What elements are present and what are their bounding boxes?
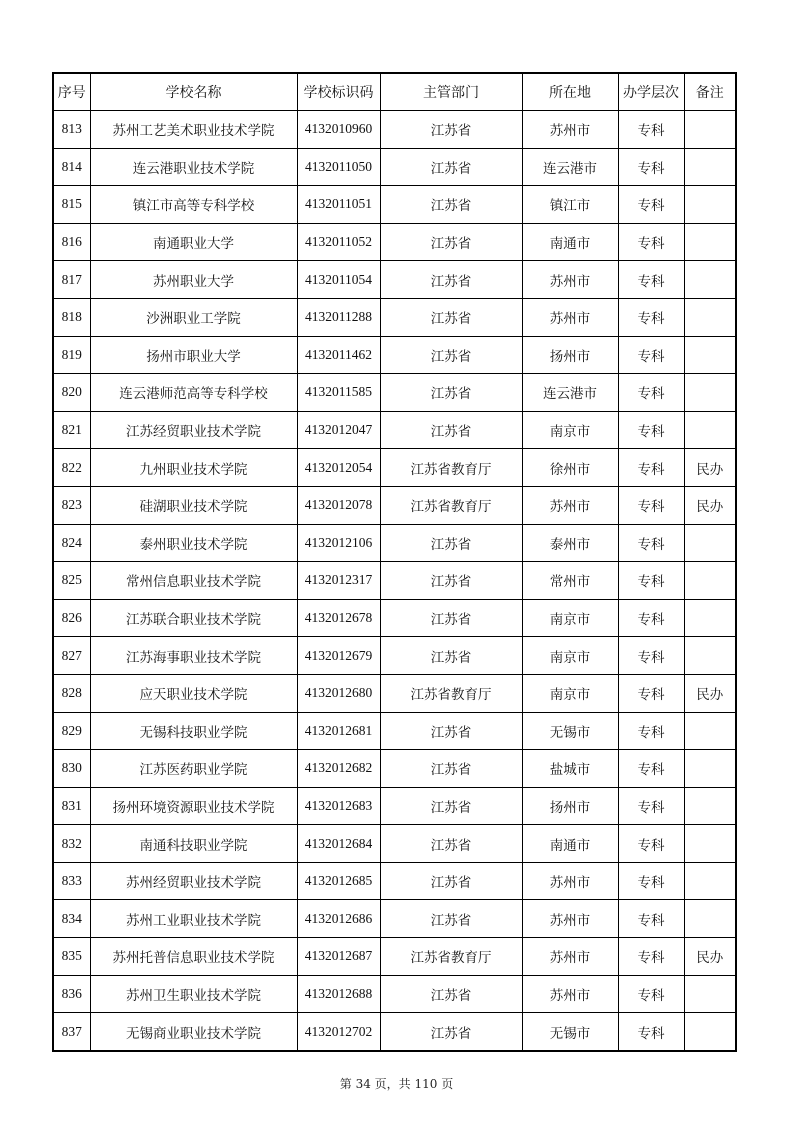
cell-level: 专科 — [618, 148, 684, 186]
cell-school-code: 4132012106 — [297, 524, 380, 562]
cell-index: 833 — [53, 862, 90, 900]
cell-school-code: 4132010960 — [297, 111, 380, 149]
cell-school-name: 江苏联合职业技术学院 — [90, 599, 297, 637]
cell-school-code: 4132012680 — [297, 674, 380, 712]
cell-remarks — [684, 562, 736, 600]
table-row — [53, 223, 736, 261]
cell-location: 苏州市 — [522, 862, 618, 900]
cell-authority: 江苏省教育厅 — [380, 486, 522, 524]
table-row — [53, 750, 736, 788]
cell-school-name: 南通科技职业学院 — [90, 825, 297, 863]
cell-school-name: 江苏海事职业技术学院 — [90, 637, 297, 675]
cell-school-code: 4132011288 — [297, 298, 380, 336]
cell-remarks — [684, 336, 736, 374]
table-row — [53, 148, 736, 186]
cell-index: 827 — [53, 637, 90, 675]
table-row — [53, 637, 736, 675]
table-body — [53, 111, 736, 1051]
cell-authority: 江苏省 — [380, 186, 522, 224]
cell-authority: 江苏省 — [380, 298, 522, 336]
cell-location: 苏州市 — [522, 111, 618, 149]
cell-level: 专科 — [618, 524, 684, 562]
cell-authority: 江苏省 — [380, 750, 522, 788]
cell-school-name: 应天职业技术学院 — [90, 674, 297, 712]
cell-level: 专科 — [618, 562, 684, 600]
cell-remarks — [684, 186, 736, 224]
cell-index: 818 — [53, 298, 90, 336]
cell-level: 专科 — [618, 975, 684, 1013]
cell-school-code: 4132012685 — [297, 862, 380, 900]
cell-school-code: 4132012678 — [297, 599, 380, 637]
table-row — [53, 186, 736, 224]
cell-school-code: 4132012047 — [297, 411, 380, 449]
cell-level: 专科 — [618, 411, 684, 449]
cell-remarks — [684, 223, 736, 261]
cell-remarks — [684, 374, 736, 412]
cell-location: 扬州市 — [522, 336, 618, 374]
cell-school-name: 扬州市职业大学 — [90, 336, 297, 374]
table-row — [53, 900, 736, 938]
cell-remarks: 民办 — [684, 486, 736, 524]
cell-level: 专科 — [618, 599, 684, 637]
cell-school-name: 苏州工业职业技术学院 — [90, 900, 297, 938]
table-row — [53, 975, 736, 1013]
cell-index: 831 — [53, 787, 90, 825]
cell-remarks — [684, 787, 736, 825]
cell-school-code: 4132012683 — [297, 787, 380, 825]
table-row — [53, 712, 736, 750]
header-row — [53, 73, 736, 111]
cell-authority: 江苏省 — [380, 712, 522, 750]
cell-school-name: 九州职业技术学院 — [90, 449, 297, 487]
table-row — [53, 862, 736, 900]
cell-school-name: 硅湖职业技术学院 — [90, 486, 297, 524]
cell-location: 盐城市 — [522, 750, 618, 788]
cell-index: 825 — [53, 562, 90, 600]
table-row — [53, 486, 736, 524]
cell-school-code: 4132012682 — [297, 750, 380, 788]
cell-location: 苏州市 — [522, 298, 618, 336]
cell-level: 专科 — [618, 825, 684, 863]
table-row — [53, 787, 736, 825]
cell-index: 820 — [53, 374, 90, 412]
cell-index: 836 — [53, 975, 90, 1013]
cell-index: 819 — [53, 336, 90, 374]
cell-authority: 江苏省 — [380, 261, 522, 299]
cell-level: 专科 — [618, 374, 684, 412]
cell-school-name: 苏州托普信息职业技术学院 — [90, 938, 297, 976]
cell-school-name: 南通职业大学 — [90, 223, 297, 261]
cell-school-code: 4132011051 — [297, 186, 380, 224]
cell-remarks: 民办 — [684, 938, 736, 976]
cell-level: 专科 — [618, 186, 684, 224]
cell-remarks — [684, 712, 736, 750]
col-header-remarks: 备注 — [684, 73, 736, 111]
cell-index: 830 — [53, 750, 90, 788]
cell-school-code: 4132012317 — [297, 562, 380, 600]
cell-level: 专科 — [618, 223, 684, 261]
table-row — [53, 449, 736, 487]
cell-index: 829 — [53, 712, 90, 750]
cell-level: 专科 — [618, 938, 684, 976]
cell-school-name: 连云港师范高等专科学校 — [90, 374, 297, 412]
cell-location: 苏州市 — [522, 261, 618, 299]
cell-school-code: 4132012681 — [297, 712, 380, 750]
cell-remarks — [684, 975, 736, 1013]
cell-index: 813 — [53, 111, 90, 149]
cell-index: 822 — [53, 449, 90, 487]
table-row — [53, 938, 736, 976]
cell-school-code: 4132011054 — [297, 261, 380, 299]
cell-authority: 江苏省 — [380, 1013, 522, 1051]
cell-remarks — [684, 261, 736, 299]
cell-level: 专科 — [618, 336, 684, 374]
cell-location: 连云港市 — [522, 374, 618, 412]
cell-authority: 江苏省 — [380, 637, 522, 675]
cell-school-name: 苏州卫生职业技术学院 — [90, 975, 297, 1013]
cell-remarks — [684, 148, 736, 186]
cell-school-code: 4132012679 — [297, 637, 380, 675]
cell-school-name: 泰州职业技术学院 — [90, 524, 297, 562]
cell-level: 专科 — [618, 261, 684, 299]
cell-remarks: 民办 — [684, 674, 736, 712]
cell-level: 专科 — [618, 750, 684, 788]
cell-location: 南通市 — [522, 223, 618, 261]
cell-location: 苏州市 — [522, 900, 618, 938]
cell-location: 镇江市 — [522, 186, 618, 224]
cell-index: 821 — [53, 411, 90, 449]
cell-remarks: 民办 — [684, 449, 736, 487]
cell-index: 814 — [53, 148, 90, 186]
cell-location: 扬州市 — [522, 787, 618, 825]
cell-authority: 江苏省 — [380, 599, 522, 637]
cell-remarks — [684, 1013, 736, 1051]
cell-index: 834 — [53, 900, 90, 938]
cell-authority: 江苏省 — [380, 336, 522, 374]
cell-school-code: 4132012054 — [297, 449, 380, 487]
table-row — [53, 524, 736, 562]
col-header-index: 序号 — [53, 73, 90, 111]
cell-school-code: 4132012684 — [297, 825, 380, 863]
cell-level: 专科 — [618, 1013, 684, 1051]
cell-authority: 江苏省 — [380, 148, 522, 186]
cell-authority: 江苏省 — [380, 562, 522, 600]
cell-location: 南京市 — [522, 599, 618, 637]
cell-school-code: 4132012688 — [297, 975, 380, 1013]
table-row — [53, 298, 736, 336]
cell-index: 824 — [53, 524, 90, 562]
cell-location: 南京市 — [522, 674, 618, 712]
cell-school-code: 4132011052 — [297, 223, 380, 261]
cell-school-name: 镇江市高等专科学校 — [90, 186, 297, 224]
cell-level: 专科 — [618, 674, 684, 712]
cell-level: 专科 — [618, 637, 684, 675]
cell-remarks — [684, 900, 736, 938]
table-row — [53, 562, 736, 600]
cell-index: 816 — [53, 223, 90, 261]
cell-remarks — [684, 599, 736, 637]
cell-authority: 江苏省 — [380, 862, 522, 900]
cell-location: 苏州市 — [522, 938, 618, 976]
cell-location: 南京市 — [522, 411, 618, 449]
cell-authority: 江苏省教育厅 — [380, 674, 522, 712]
page-number-footer: 第 34 页，共 110 页 — [339, 1077, 454, 1091]
cell-remarks — [684, 111, 736, 149]
cell-index: 817 — [53, 261, 90, 299]
cell-school-code: 4132012686 — [297, 900, 380, 938]
cell-school-name: 扬州环境资源职业技术学院 — [90, 787, 297, 825]
cell-school-code: 4132011462 — [297, 336, 380, 374]
table-row — [53, 674, 736, 712]
cell-location: 连云港市 — [522, 148, 618, 186]
cell-authority: 江苏省 — [380, 111, 522, 149]
cell-school-name: 连云港职业技术学院 — [90, 148, 297, 186]
cell-authority: 江苏省教育厅 — [380, 938, 522, 976]
col-header-school-code: 学校标识码 — [297, 73, 380, 111]
cell-level: 专科 — [618, 787, 684, 825]
col-header-authority: 主管部门 — [380, 73, 522, 111]
cell-remarks — [684, 524, 736, 562]
cell-authority: 江苏省 — [380, 975, 522, 1013]
cell-location: 苏州市 — [522, 486, 618, 524]
table-row — [53, 261, 736, 299]
cell-remarks — [684, 862, 736, 900]
table-row — [53, 411, 736, 449]
cell-school-code: 4132012702 — [297, 1013, 380, 1051]
cell-school-name: 江苏经贸职业技术学院 — [90, 411, 297, 449]
cell-authority: 江苏省教育厅 — [380, 449, 522, 487]
cell-remarks — [684, 637, 736, 675]
table-row — [53, 336, 736, 374]
cell-school-code: 4132012687 — [297, 938, 380, 976]
cell-authority: 江苏省 — [380, 374, 522, 412]
cell-remarks — [684, 825, 736, 863]
cell-location: 常州市 — [522, 562, 618, 600]
cell-school-name: 无锡商业职业技术学院 — [90, 1013, 297, 1051]
cell-location: 泰州市 — [522, 524, 618, 562]
cell-location: 南京市 — [522, 637, 618, 675]
cell-authority: 江苏省 — [380, 411, 522, 449]
cell-location: 无锡市 — [522, 712, 618, 750]
cell-level: 专科 — [618, 900, 684, 938]
cell-authority: 江苏省 — [380, 223, 522, 261]
table-row — [53, 111, 736, 149]
cell-authority: 江苏省 — [380, 787, 522, 825]
school-list-table — [52, 72, 737, 1052]
cell-location: 南通市 — [522, 825, 618, 863]
cell-index: 837 — [53, 1013, 90, 1051]
cell-location: 苏州市 — [522, 975, 618, 1013]
cell-authority: 江苏省 — [380, 825, 522, 863]
cell-school-name: 无锡科技职业学院 — [90, 712, 297, 750]
cell-index: 826 — [53, 599, 90, 637]
cell-level: 专科 — [618, 862, 684, 900]
cell-level: 专科 — [618, 449, 684, 487]
cell-school-name: 沙洲职业工学院 — [90, 298, 297, 336]
cell-school-code: 4132012078 — [297, 486, 380, 524]
cell-school-code: 4132011050 — [297, 148, 380, 186]
table-row — [53, 599, 736, 637]
cell-index: 828 — [53, 674, 90, 712]
cell-level: 专科 — [618, 712, 684, 750]
cell-index: 823 — [53, 486, 90, 524]
cell-location: 徐州市 — [522, 449, 618, 487]
col-header-school-name: 学校名称 — [90, 73, 297, 111]
cell-school-name: 常州信息职业技术学院 — [90, 562, 297, 600]
table-row — [53, 1013, 736, 1051]
cell-index: 832 — [53, 825, 90, 863]
table-row — [53, 825, 736, 863]
table-header — [53, 73, 736, 111]
cell-level: 专科 — [618, 486, 684, 524]
cell-school-name: 苏州工艺美术职业技术学院 — [90, 111, 297, 149]
col-header-level: 办学层次 — [618, 73, 684, 111]
cell-school-code: 4132011585 — [297, 374, 380, 412]
cell-school-name: 苏州职业大学 — [90, 261, 297, 299]
col-header-location: 所在地 — [522, 73, 618, 111]
cell-index: 835 — [53, 938, 90, 976]
cell-level: 专科 — [618, 298, 684, 336]
cell-remarks — [684, 298, 736, 336]
cell-index: 815 — [53, 186, 90, 224]
cell-remarks — [684, 750, 736, 788]
cell-authority: 江苏省 — [380, 524, 522, 562]
cell-school-name: 苏州经贸职业技术学院 — [90, 862, 297, 900]
cell-school-name: 江苏医药职业学院 — [90, 750, 297, 788]
table-row — [53, 374, 736, 412]
cell-authority: 江苏省 — [380, 900, 522, 938]
cell-remarks — [684, 411, 736, 449]
cell-location: 无锡市 — [522, 1013, 618, 1051]
cell-level: 专科 — [618, 111, 684, 149]
